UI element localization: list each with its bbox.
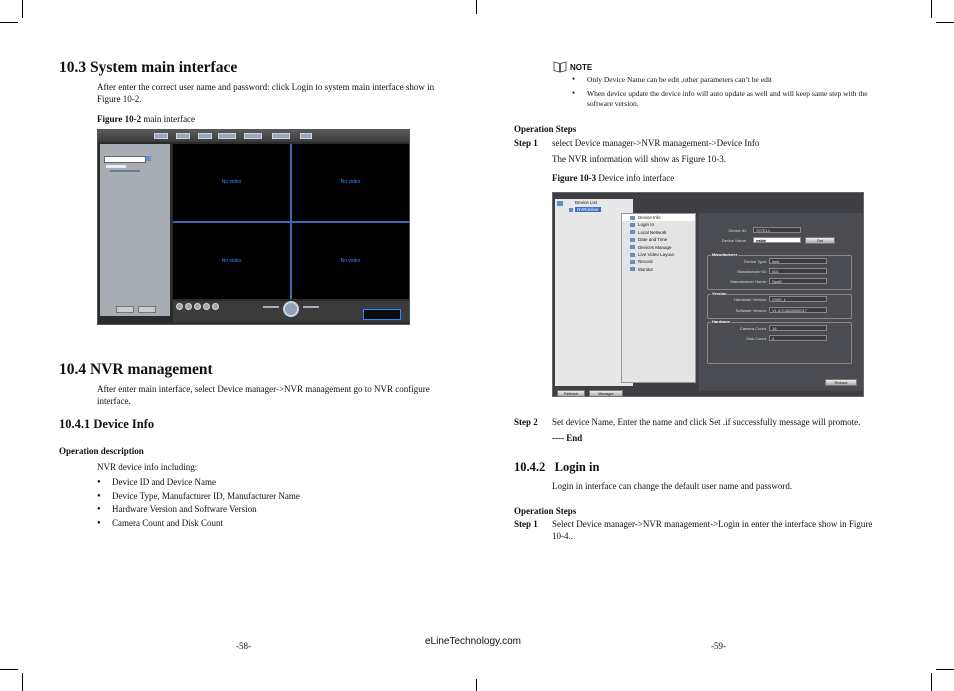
list-item: ● Device ID and Device Name [97,476,427,490]
slider [303,306,319,308]
operation-steps-heading: Operation Steps [514,506,577,516]
field-label: Hardware Version: [734,297,767,302]
footer-website: eLineTechnology.com [425,636,521,647]
hardware-version-field: V300_1 [769,296,827,302]
operation-steps-heading: Operation Steps [514,124,577,134]
crop-mark [936,22,954,23]
section-10-4-2-title [514,460,599,475]
device-type-field: lseb [769,258,827,264]
figure-caption-text: main interface [141,114,196,124]
field-label: Device Name: [721,238,747,243]
search-input [104,156,146,163]
crop-mark [0,22,18,23]
panel-button [138,306,156,313]
layout-button [185,303,192,310]
menu-item: Device Info [622,214,695,221]
figure-main-interface [97,129,410,325]
layout-button [212,303,219,310]
camera-count-field: 16 [769,325,827,331]
section-title: Login in [554,460,600,474]
crop-mark [476,679,477,691]
toolbar-button [300,133,312,139]
crop-mark [476,0,477,14]
operation-description-heading: Operation description [59,446,144,456]
field-label: Software Version: [735,308,767,313]
note-list [572,75,887,109]
device-id-field: 707E14 [753,227,801,233]
figure-device-info [552,192,864,397]
field-label: Device ID: [728,228,747,233]
step-subtext: The NVR information will show as Figure 10-3. [552,154,726,164]
toolbar-button [218,133,236,139]
list-item: ● Camera Count and Disk Count [97,517,427,531]
manufacturer-id-field: 001 [769,268,827,274]
note-item: ● Only Device Name can be edit ,other parameters can’t be edit [572,75,887,85]
step-text: Set device Name, Enter the name and click Set .if successfully message will promote. [552,417,861,427]
device-icon [569,208,573,212]
step-label: Step 1 [514,138,538,148]
step-label: Step 2 [514,417,538,427]
section-10-4-body: After enter main interface, select Device manager->NVR management go to NVR configure interface. [97,384,430,406]
group-title: Hardware [712,319,731,324]
page-number-right: -59- [711,641,726,651]
crop-mark [0,669,18,670]
manufacturer-name-field: SpaB [769,278,827,284]
figure-label: Figure 10-3 [552,173,597,183]
folder-icon [557,201,563,206]
step-text: select Device manager->NVR management->Device Info [552,138,760,148]
section-10-4-title: 10.4 NVR management [59,361,213,378]
figure-10-3-caption [552,172,674,184]
video-grid [173,144,409,299]
toolbar-button [176,133,190,139]
group-title: Version [712,291,727,296]
crop-mark [936,669,954,670]
layout-button [203,303,210,310]
step-text: Select Device manager->NVR management->Login in enter the interface show in Figure 10-4.. [552,519,873,541]
menu-item: Live Video Layout [622,251,695,258]
field-label: Disk Count: [746,336,767,341]
video-cell: No video [173,144,290,221]
device-info-list [97,476,427,530]
note-label: NOTE [570,63,593,72]
toolbar-button [198,133,212,139]
reboot-button: Reboot [825,379,857,386]
toolbar-button [272,133,290,139]
ptz-control [283,301,299,317]
tree-root: Device List [575,200,598,205]
end-marker: ---- End [552,433,583,443]
figure-caption-text: Device info interface [596,173,675,183]
figure-10-2-caption [97,113,195,125]
field-label: Camera Count: [739,326,767,331]
tree-item [106,165,126,168]
note-book-icon [553,60,567,72]
list-item: ● Device Type, Manufacturer ID, Manufacturer Name [97,490,427,504]
menu-item: Record [622,258,695,265]
layout-button [194,303,201,310]
toolbar-button [244,133,262,139]
group-title: Manufacturer [712,252,738,257]
section-number: 10.4.2 [514,460,546,474]
video-cell: No video [173,223,290,300]
control-bar [173,301,409,322]
list-item: ● Hardware Version and Software Version [97,503,427,517]
set-button: Set [805,237,835,244]
field-label: Device Type: [743,259,767,264]
panel-button [116,306,134,313]
software-version-field: V1.0.0.0828000017 [769,307,827,313]
video-cell: No video [292,223,409,300]
toolbar [98,130,409,142]
settings-menu [621,213,696,383]
page-number-left: -58- [236,641,251,651]
note-item: ● When device update the device info will auto update as well and will keep same step with the software version. [572,89,887,109]
device-tree-panel [100,144,170,316]
crop-mark [931,0,932,18]
step-label: Step 1 [514,519,538,529]
tree-child: NVRonline [577,207,599,212]
operation-description-intro: NVR device info including: [97,462,198,472]
search-icon [146,156,151,161]
section-10-4-1-title: 10.4.1 Device Info [59,417,155,431]
device-info-form [699,213,863,391]
crop-mark [22,673,23,691]
device-name-field: eable [753,237,801,243]
manager-button: Manager [589,390,623,397]
figure-label: Figure 10-2 [97,114,142,124]
status-display [363,309,401,320]
slider [263,306,279,308]
menu-item: Login In [622,221,695,228]
crop-mark [22,0,23,18]
field-label: Manufacturer ID: [737,269,767,274]
toolbar-button [154,133,168,139]
menu-item: Date and Time [622,236,695,243]
field-label: Manufacturer Name: [730,279,767,284]
crop-mark [931,673,932,691]
video-cell: No video [292,144,409,221]
menu-item: Monitor [622,266,695,273]
section-10-3-title: 10.3 System main interface [59,59,238,76]
menu-item: Devices Manage [622,244,695,251]
section-10-4-2-body: Login in interface can change the default user name and password. [552,481,793,491]
disk-count-field: 4 [769,335,827,341]
section-10-3-body: After enter the correct user name and password: click Login to system main interface show in Figure 10-2. [97,82,435,104]
refresh-button: Refresh [557,390,585,397]
tree-item [110,170,140,172]
layout-button [176,303,183,310]
menu-item: Local Network [622,229,695,236]
